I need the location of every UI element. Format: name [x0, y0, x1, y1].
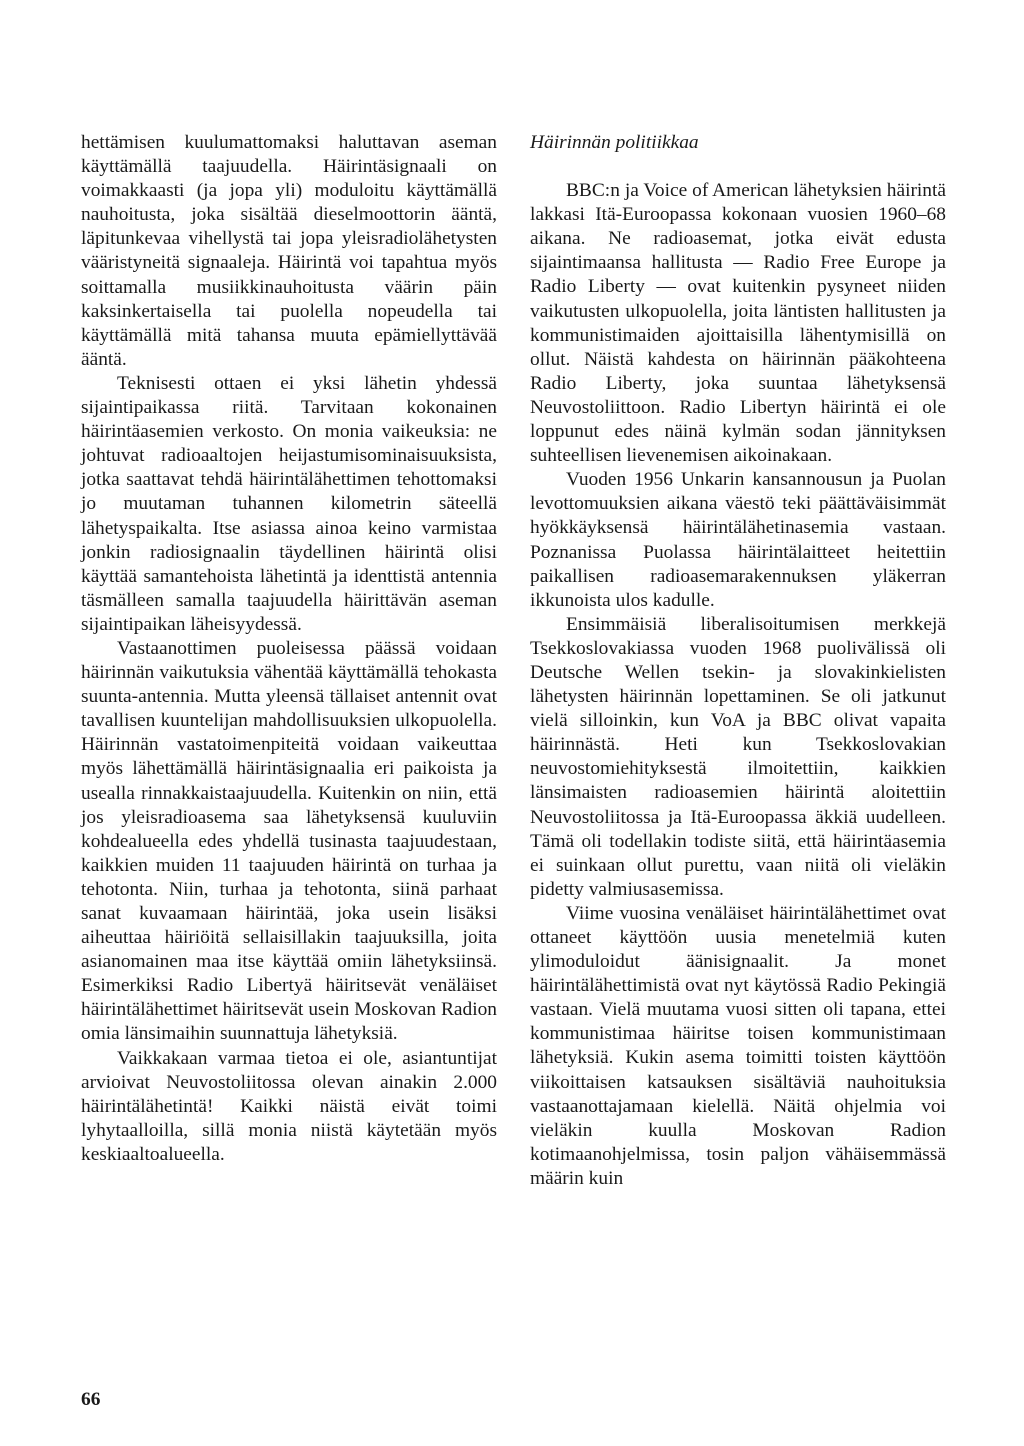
right-column — [530, 131, 946, 1191]
paragraph: Vaikkakaan varmaa tietoa ei ole, asiantuntijat arvioivat Neuvostoliitossa olevan ainakin 2.000 häirintälähetintä! Kaikki näistä eivät toimi lyhytaalloilla, sillä monia niistä käytetään myös keskiaaltoalueella. — [81, 1047, 497, 1165]
paragraph: Ensimmäisiä liberalisoitumisen merkkejä Tsekkoslovakiassa vuoden 1968 puolivälissä oli Deutsche Wellen tsekin- ja slovakinkielisten lähetysten häirinnän lopettaminen. Se oli jatkunut vielä silloinkin, kun VoA ja BBC olivat vapaita häirinnästä. Heti kun Tsekkoslovakian neuvostomiehityksestä ilmoitettiin, kaikkien länsimaisten radioasemien häirintä aloitettiin Neuvostoliitossa ja Itä-Euroopassa äkkiä uudelleen. Tämä oli todellakin todiste siitä, että häirintäasemia ei suinkaan ollut purettu, vaan niitä oli vieläkin pidetty valmiusasemissa. — [530, 613, 946, 900]
paragraph: Vastaanottimen puoleisessa päässä voidaan häirinnän vaikutuksia vähentää käyttämällä tehokasta suunta-antennia. Mutta yleensä tällaiset antennit ovat tavallisen kuuntelijan mahdollisuuksien ulkopuolella. Häirinnän vastatoimenpiteitä voidaan vaikeuttaa myös lähettämällä häirintäsignaalia eri paikoista ja usealla rinnakkaistaajuudella. Kuitenkin on niin, että jos yleisradioasema saa lähetyksensä kuuluviin kohdealueella edes yhdellä tusinasta taajuudestaan, kaikkien muiden 11 taajuuden häirintä on turhaa ja tehotonta. Niin, turhaa ja tehotonta, siinä parhaat sanat kuvaamaan häirintää, joka usein lisäksi aiheuttaa häiriöitä sellaisillakin taajuuksilla, joita asianomainen maa itse käyttää omiin lähetyksiinsä. Esimerkiksi Radio Libertyä häiritsevät venäläiset häirintälähettimet häiritsevät usein Moskovan Radion omia länsimaihin suunnattuja lähetyksiä. — [81, 637, 497, 1045]
paragraph: Vuoden 1956 Unkarin kansannousun ja Puolan levottomuuksien aikana väestö teki päättäväisimmät hyökkäyksensä häirintälähetinasemia vastaan. Poznanissa Puolassa häirintälaitteet heitettiin paikallisen radioasemarakennuksen yläkerran ikkunoista ulos kadulle. — [530, 469, 946, 611]
paragraph: Viime vuosina venäläiset häirintälähettimet ovat ottaneet käyttöön uusia menetelmiä kuten ylimoduloidut äänisignaalit. Ja monet häirintälähettimistä ovat nyt käytössä Radio Pekingiä vastaan. Vielä muutama vuosi sitten oli tapana, ettei kommunistimaa häiritse toisen kommunistimaan lähetyksiä. Kukin asema toimitti toisten käyttöön viikoittaisen katsauksen sisältäviä nauhoituksia vastaanottajamaan kielellä. Näitä ohjelmia voi vieläkin kuulla Moskovan Radion kotimaanohjelmissa, tosin paljon vähäisemmässä määrin kuin — [530, 902, 946, 1189]
page-number: 66 — [81, 1389, 101, 1410]
section-heading: Häirinnän politiikkaa — [530, 132, 699, 153]
paragraph: Teknisesti ottaen ei yksi lähetin yhdessä sijaintipaikassa riitä. Tarvitaan kokonainen häirintäasemien verkosto. On monia vaikeuksia: ne johtuvat radioaaltojen heijastumisominaisuuksista, jotka saattavat tehdä häirintälähettimen tehottomaksi jo muutaman tuhannen kilometrin säteellä lähetyspaikalta. Itse asiassa ainoa keino varmistaa jonkin radiosignaalin täydellinen häirintä olisi käyttää samantehoista lähetintä ja identtistä antennia täsmälleen samalla taajuudella häirittävän aseman sijaintipaikan läheisyydessä. — [81, 372, 497, 635]
paragraph: BBC:n ja Voice of American lähetyksien häirintä lakkasi Itä-Euroopassa kokonaan vuosien 1960–68 aikana. Ne radioasemat, jotka eivät edusta sijaintimaansa hallitusta — Radio Free Europe ja Radio Liberty — ovat kuitenkin pysyneet niiden vaikutusten ulkopuolella, joita läntisten hallitusten ja kommunistimaiden ajoittaisilla lähentymisillä on ollut. Näistä kahdesta on häirinnän pääkohteena Radio Liberty, joka suuntaa lähetyksensä Neuvostoliittoon. Radio Libertyn häirintä ei ole loppunut edes näinä kylmän sodan jännityksen suhteellisen lievenemisen aikoinakaan. — [530, 180, 946, 467]
paragraph: hettämisen kuulumattomaksi haluttavan aseman käyttämällä taajuudella. Häirintäsignaali on voimakkaasti (ja jopa yli) moduloitu käyttämällä nauhoitusta, joka sisältää dieselmoottorin ääntä, läpitunkevaa vihellystä tai jopa yleisradiolähetysten vääristyneitä signaaleja. Häirintä voi tapahtua myös soittamalla musiikkinauhoitusta väärin päin kaksinkertaisella tai puolella nopeudella tai käyttämällä mitä tahansa muuta epämiellyttävää ääntä. — [81, 132, 497, 370]
left-column — [81, 131, 497, 1167]
